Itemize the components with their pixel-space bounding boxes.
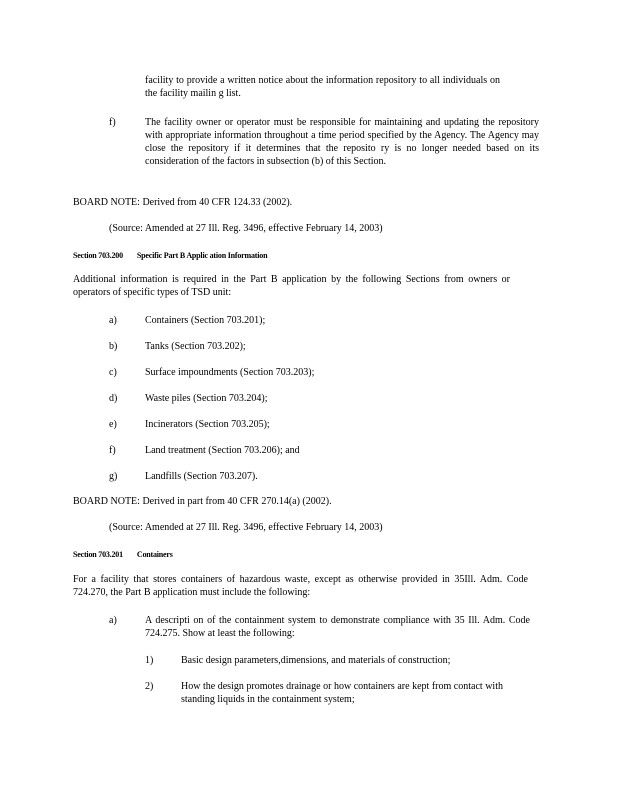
- section-703-200-heading: [73, 249, 281, 262]
- list-item: Surface impoundments (Section 703.203);: [145, 367, 315, 378]
- continuation-paragraph: facility to provide a written notice about the information repository to all individuals on the facility mailin g list.: [145, 75, 500, 99]
- list-item: Landfills (Section 703.207).: [145, 471, 258, 482]
- list-item-label: d): [109, 393, 118, 404]
- section-703-201-intro: For a facility that stores containers of hazardous waste, except as otherwise provided in 35Ill. Adm. Code 724.270, the Part B application must include the following:: [73, 574, 528, 598]
- section-title: Containers: [136, 550, 173, 559]
- list-item-label: b): [109, 341, 118, 352]
- item-a-text: A descripti on of the containment system to demonstrate compliance with 35 Ill. Adm. Code 724.275. Show at least the following:: [145, 615, 530, 639]
- list-item: Incinerators (Section 703.205);: [145, 419, 270, 430]
- list-item: Waste piles (Section 703.204);: [145, 393, 268, 404]
- list-item: Land treatment (Section 703.206); and: [145, 445, 300, 456]
- section-number: Section 703.200: [73, 251, 123, 260]
- board-note-2: BOARD NOTE: Derived in part from 40 CFR 270.14(a) (2002).: [73, 496, 332, 507]
- sub-item-label: 1): [145, 655, 154, 666]
- section-703-200-intro: Additional information is required in the Part B application by the following Sections from owners or operators of specific types of TSD unit:: [73, 274, 510, 298]
- list-item: Tanks (Section 703.202);: [145, 341, 246, 352]
- section-703-201-heading: [73, 548, 187, 561]
- source-note-2: (Source: Amended at 27 Ill. Reg. 3496, effective February 14, 2003): [109, 522, 383, 533]
- section-number: Section 703.201: [73, 550, 123, 559]
- list-item: Containers (Section 703.201);: [145, 315, 266, 326]
- list-item-label: c): [109, 367, 117, 378]
- sub-item: How the design promotes drainage or how containers are kept from contact with standing liquids in the containment system;: [181, 681, 503, 705]
- item-f-text: The facility owner or operator must be responsible for maintaining and updating the repository with appropriate information throughout a time period specified by the Agency. The Agency may close the repository if it determines that the reposito ry is no longer needed based on its consideration of the factors in subsection (b) of this Section.: [145, 117, 539, 167]
- list-item-label: a): [109, 315, 117, 326]
- item-f-label: f): [109, 117, 116, 128]
- sub-item: Basic design parameters,dimensions, and materials of construction;: [181, 655, 451, 666]
- list-item-label: e): [109, 419, 117, 430]
- item-a-label: a): [109, 615, 117, 626]
- section-title: Specific Part B Applic ation Information: [136, 251, 268, 260]
- list-item-label: g): [109, 471, 118, 482]
- sub-item-label: 2): [145, 681, 154, 692]
- board-note-1: BOARD NOTE: Derived from 40 CFR 124.33 (2002).: [73, 197, 293, 208]
- source-note-1: (Source: Amended at 27 Ill. Reg. 3496, effective February 14, 2003): [109, 223, 383, 234]
- list-item-label: f): [109, 445, 116, 456]
